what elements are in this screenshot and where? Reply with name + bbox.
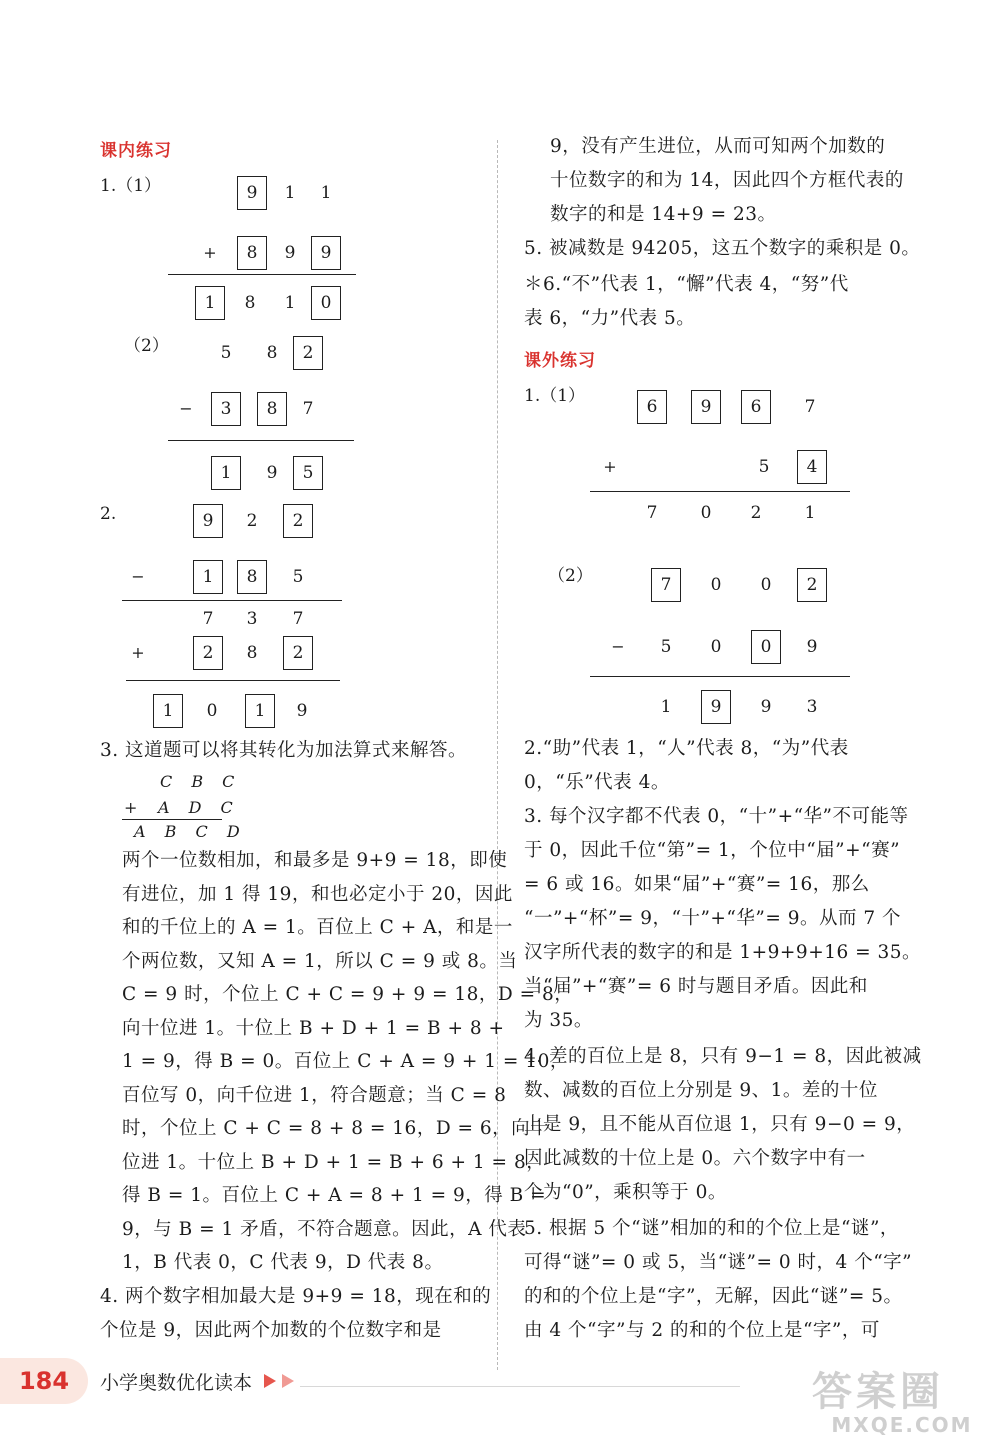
question-2-label: 2.	[100, 504, 117, 524]
text-line: 十位数字的和为 14，因此四个方框代表的	[550, 170, 904, 191]
question-1-2-label: （2）	[124, 336, 169, 356]
text-line: 9，与 B = 1 矛盾，不符合题意。因此，A 代表	[122, 1218, 527, 1240]
text-line: 两个一位数相加，和最多是 9+9 = 18，即使	[122, 850, 508, 871]
digit: 0	[760, 575, 772, 595]
text-line: 数、减数的百位上分别是 9、1。差的十位	[524, 1080, 878, 1101]
text-line: C = 9 时，个位上 C + C = 9 + 9 = 18，D = 8，	[122, 984, 574, 1005]
digit: 1	[284, 183, 296, 203]
text-line: 有进位，加 1 得 19，和也必定小于 20，因此	[122, 883, 513, 905]
extra-question-1-2-label: （2）	[548, 566, 593, 586]
digit: 9	[266, 463, 278, 483]
boxed-digit: 9	[701, 690, 731, 724]
text-line: 3. 每个汉字都不代表 0，“十”+“华”不可能等	[524, 806, 909, 827]
boxed-digit: 0	[311, 286, 341, 320]
boxed-digit: 4	[797, 450, 827, 484]
sum-line	[168, 440, 354, 441]
text-line: 4. 差的百位上是 8，只有 9−1 = 8，因此被减	[524, 1046, 922, 1067]
text-line: 0，“乐”代表 4。	[524, 772, 670, 793]
watermark	[812, 1370, 992, 1440]
boxed-digit: 9	[193, 504, 223, 538]
boxed-digit: 1	[245, 694, 275, 728]
text-line: = 6 或 16。如果“届”+“赛”= 16，那么	[524, 874, 870, 895]
operator-sign: +	[603, 457, 617, 476]
digit: 3	[246, 609, 258, 629]
section-title-in-class: 课内练习	[100, 141, 172, 161]
boxed-digit: 9	[237, 176, 267, 210]
boxed-digit: 6	[637, 390, 667, 424]
boxed-digit: 9	[691, 390, 721, 424]
section-title-extra: 课外练习	[524, 351, 596, 371]
boxed-digit: 7	[651, 568, 681, 602]
boxed-digit: 2	[193, 636, 223, 670]
digit: 5	[292, 567, 304, 587]
arrow-icon-2	[282, 1374, 294, 1388]
boxed-digit: 5	[293, 456, 323, 490]
boxed-digit: 2	[293, 336, 323, 370]
digit: 1	[660, 697, 672, 717]
digit: 7	[292, 609, 304, 629]
operator-sign: +	[131, 643, 145, 662]
abcd-row-1: C B C	[160, 772, 242, 791]
boxed-digit: 2	[283, 636, 313, 670]
boxed-digit: 8	[257, 392, 287, 426]
digit: 7	[202, 609, 214, 629]
boxed-digit: 1	[195, 286, 225, 320]
operator-sign: −	[611, 637, 625, 656]
text-line: 的和的个位上是“字”，无解，因此“谜”= 5。	[524, 1286, 903, 1307]
answer-5: 5. 被减数是 94205，这五个数字的乘积是 0。	[524, 238, 921, 259]
text-line: 为 35。	[524, 1010, 593, 1031]
digit: 2	[246, 511, 258, 531]
footer-rule	[300, 1386, 740, 1387]
digit: 0	[700, 503, 712, 523]
digit: 8	[266, 343, 278, 363]
book-title: 小学奥数优化读本	[100, 1372, 253, 1394]
text-line: 由 4 个“字”与 2 的和的个位上是“字”，可	[524, 1320, 880, 1341]
text-line: 上是 9，且不能从百位退 1，只有 9−0 = 9，	[524, 1114, 916, 1135]
text-line: 4. 两个数字相加最大是 9+9 = 18，现在和的	[100, 1286, 492, 1307]
arrow-icon-1	[264, 1374, 276, 1388]
digit: 9	[760, 697, 772, 717]
text-line: “一”+“杯”= 9，“十”+“华”= 9。从而 7 个	[524, 908, 902, 929]
text-line: 得 B = 1。百位上 C + A = 8 + 1 = 9，得 B =	[122, 1185, 547, 1206]
digit: 9	[284, 243, 296, 263]
digit: 5	[660, 637, 672, 657]
digit: 5	[220, 343, 232, 363]
abcd-row-2: A D C	[158, 798, 240, 817]
text-line: 时，个位上 C + C = 8 + 8 = 16，D = 6，向十	[122, 1118, 550, 1139]
text-line: 数字的和是 14+9 = 23。	[550, 204, 777, 225]
text-line: 和的千位上的 A = 1。百位上 C + A，和是一	[122, 917, 513, 938]
sum-line	[168, 274, 356, 275]
digit: 1	[320, 183, 332, 203]
text-line: 个为“0”，乘积等于 0。	[524, 1182, 727, 1203]
sum-line	[122, 600, 342, 601]
question-1-label: 1.（1）	[100, 176, 162, 196]
text-line: 9，没有产生进位，从而可知两个加数的	[550, 136, 886, 157]
text-line: 向十位进 1。十位上 B + D + 1 = B + 8 +	[122, 1017, 505, 1039]
boxed-digit: 6	[741, 390, 771, 424]
text-line: 2.“助”代表 1，“人”代表 8，“为”代表	[524, 738, 849, 759]
text-line: 5. 根据 5 个“谜”相加的和的个位上是“谜”，	[524, 1218, 899, 1239]
digit: 7	[804, 397, 816, 417]
abcd-plus-sign: +	[124, 798, 138, 817]
boxed-digit: 8	[237, 236, 267, 270]
question-3-intro: 3. 这道题可以将其转化为加法算式来解答。	[100, 740, 468, 761]
operator-sign: −	[179, 399, 193, 418]
digit: 3	[806, 697, 818, 717]
sum-line	[590, 491, 850, 492]
digit: 2	[750, 503, 762, 523]
text-line: 1 = 9，得 B = 0。百位上 C + A = 9 + 1 = 10，	[122, 1051, 569, 1072]
extra-question-1-label: 1.（1）	[524, 386, 586, 406]
watermark-logo-text: 答案圈	[812, 1369, 944, 1415]
text-line: 位进 1。十位上 B + D + 1 = B + 6 + 1 = 8，	[122, 1151, 546, 1173]
watermark-url: MXQE.COM	[831, 1413, 973, 1437]
boxed-digit: 8	[237, 560, 267, 594]
text-line: 于 0，因此千位“第”= 1，个位中“届”+“赛”	[524, 840, 901, 861]
text-line: 1，B 代表 0，C 代表 9，D 代表 8。	[122, 1252, 444, 1273]
sum-line	[590, 676, 850, 677]
digit: 8	[244, 293, 256, 313]
boxed-digit: 0	[751, 630, 781, 664]
boxed-digit: 2	[797, 568, 827, 602]
boxed-digit: 2	[283, 504, 313, 538]
boxed-digit: 1	[193, 560, 223, 594]
digit: 1	[804, 503, 816, 523]
text-line: 百位写 0，向千位进 1，符合题意；当 C = 8	[122, 1084, 507, 1106]
text-line: ＊6.“不”代表 1，“懈”代表 4，“努”代	[524, 274, 849, 295]
text-line: 汉字所代表的数字的和是 1+9+9+16 = 35。	[524, 942, 922, 963]
operator-sign: −	[131, 567, 145, 586]
digit: 9	[806, 637, 818, 657]
digit: 0	[710, 637, 722, 657]
digit: 0	[206, 701, 218, 721]
page-number: 184	[0, 1358, 88, 1404]
boxed-digit: 3	[211, 392, 241, 426]
text-line: 可得“谜”= 0 或 5，当“谜”= 0 时，4 个“字”	[524, 1252, 913, 1273]
text-line: 个位是 9，因此两个加数的个位数字和是	[100, 1320, 442, 1341]
text-line: 因此减数的十位上是 0。六个数字中有一	[524, 1148, 866, 1169]
boxed-digit: 1	[153, 694, 183, 728]
sum-line	[126, 680, 340, 681]
digit: 7	[646, 503, 658, 523]
text-line: 表 6，“力”代表 5。	[524, 308, 696, 329]
operator-sign: +	[203, 243, 217, 262]
digit: 8	[246, 643, 258, 663]
digit: 1	[284, 293, 296, 313]
digit: 5	[758, 457, 770, 477]
text-line: 个两位数，又知 A = 1，所以 C = 9 或 8。当	[122, 950, 518, 972]
boxed-digit: 9	[311, 236, 341, 270]
boxed-digit: 1	[211, 456, 241, 490]
abcd-row-3: A B C D	[134, 822, 247, 841]
digit: 0	[710, 575, 722, 595]
digit: 7	[302, 399, 314, 419]
text-line: 当“届”+“赛”= 6 时与题目矛盾。因此和	[524, 976, 868, 997]
digit: 9	[296, 701, 308, 721]
